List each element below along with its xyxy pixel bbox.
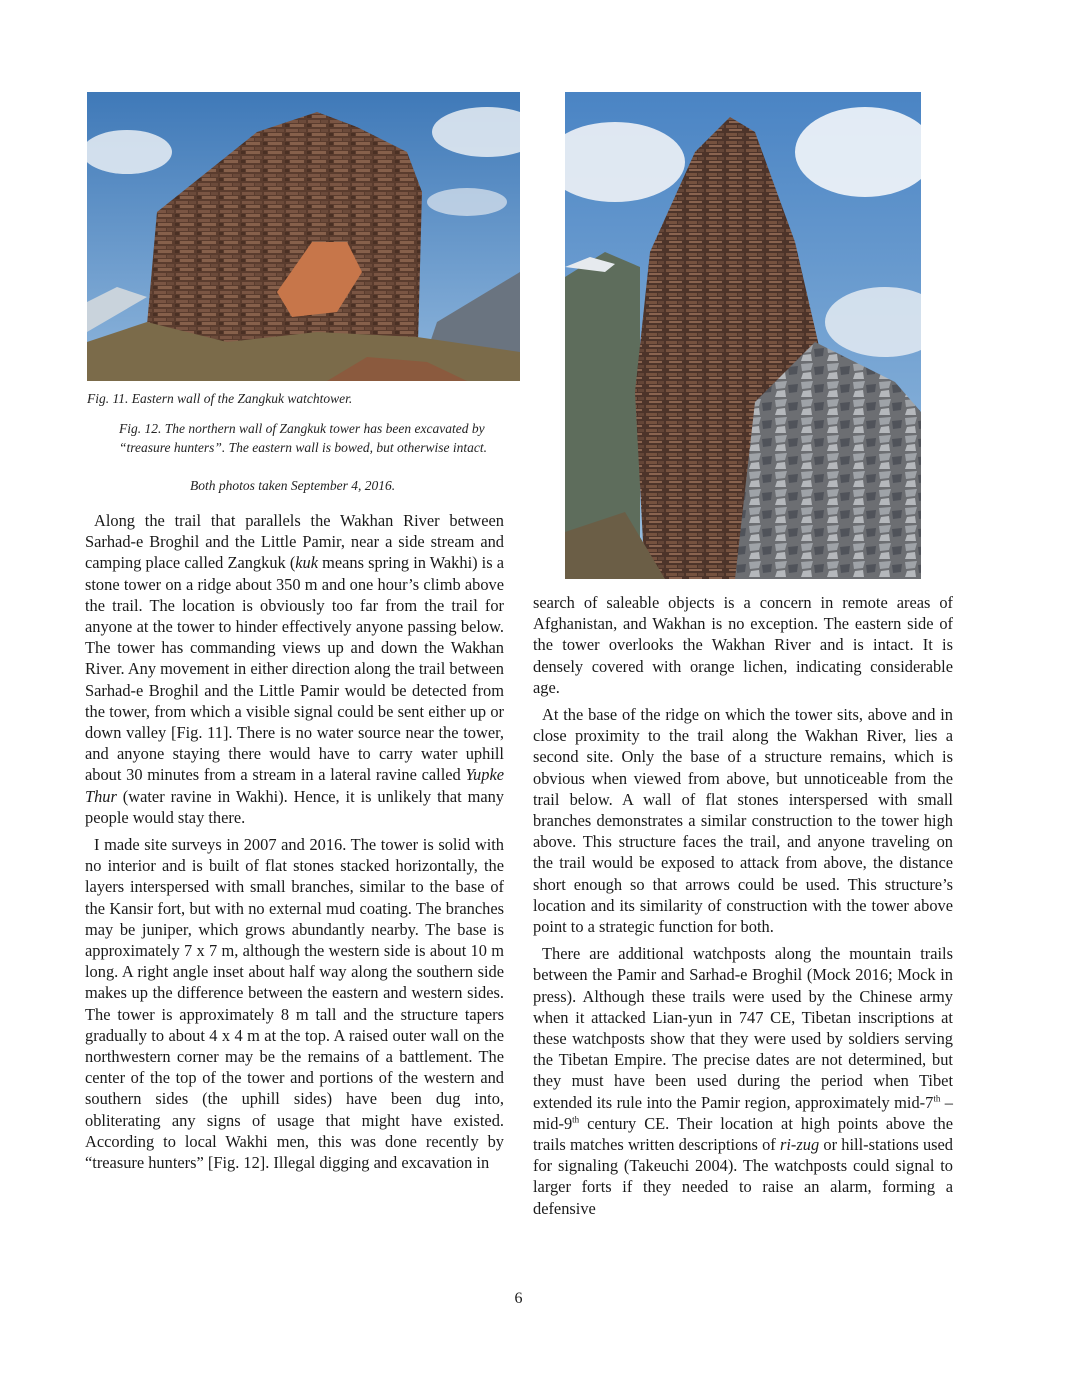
paragraph: At the base of the ridge on which the tower sits, above and in close proximity to the trail along the Wakhan River, lies a second site. Only the base of a structure remains, which is obvious when viewed from above, but unnoticeable from the trail below. A wall of flat stones interspersed with small branches demonstrates a similar construction to the tower high above. This structure faces the trail, and anyone traveling on the trail would be exposed to attack from above, the distance short enough so that arrows could be used. This structure’s location and its similarity of construction with the tower above point to a strategic function for both. <box>533 705 953 937</box>
paragraph: I made site surveys in 2007 and 2016. The tower is solid with no interior and is built of flat stones stacked horizontally, the layers interspersed with small branches, similar to the base of the Kansir fort, but with no external mud coating. The branches may be juniper, which grows abundantly nearby. The base is approximately 7 x 7 m, although the western side is about 10 m long. A right angle inset about half way along the southern side makes up the difference between the eastern and western sides. The tower is approximately 8 m tall and the structure tapers gradually to about 4 x 4 m at the top. A raised outer wall on the northwestern corner may be the remains of a battlement. The center of the top of the tower and portions of the western and southern sides (the uphill sides) have been dug into, obliterating any signs of usage that might have existed. According to local Wakhi men, this was done recently by “treasure hunters” [Fig. 12]. Illegal digging and excavation in <box>85 835 504 1173</box>
fig11-photo <box>87 92 520 381</box>
paragraph: There are additional watchposts along the mountain trails between the Pamir and Sarhad-e Broghil (Mock 2016; Mock in press). Although these trails were used by the Chinese army when it attacked Lian-yun in 747 CE, Tibetan inscriptions at these watchposts show that they were used by soldiers serving the Tibetan Empire. The precise dates are not determined, but they must have been used during the period when Tibet extended its rule into the Pamir region, approximately mid-7th – mid-9th century CE. Their location at high points above the trails matches written descriptions of ri-zug or hill-stations used for signaling (Takeuchi 2004). The watchposts could signal to larger forts if they needed to raise an alarm, forming a defensive <box>533 944 953 1218</box>
fig12-photo <box>565 92 921 579</box>
fig12-caption: Fig. 12. The northern wall of Zangkuk tower has been excavated by “treasure hunters”. The eastern wall is bowed, but otherwise intact. <box>119 421 488 455</box>
paragraph: Along the trail that parallels the Wakhan River between Sarhad-e Broghil and the Little Pamir, near a side stream and camping place called Zangkuk (kuk means spring in Wakhi) is a stone tower on a ridge about 350 m and one hour’s climb above the trail. The location is obviously too far from the trail for anyone at the tower to hinder effectively anyone passing below. The tower has commanding views up and down the Wakhan River. Any movement in either direction along the trail between Sarhad-e Broghil and the Little Pamir would be detected from the tower, from which a visible signal could be sent either up or down valley [Fig. 11]. There is no water source near the tower, and anyone staying there would have to carry water uphill about 30 minutes from a stream in a lateral ravine called Yupke Thur (water ravine in Wakhi). Hence, it is unlikely that many people would stay there. <box>85 511 504 827</box>
photo-date-note: Both photos taken September 4, 2016. <box>190 478 396 493</box>
fig11-caption: Fig. 11. Eastern wall of the Zangkuk watchtower. <box>87 391 353 406</box>
page-number: 6 <box>514 1290 523 1307</box>
right-column <box>533 592 953 1225</box>
paragraph: search of saleable objects is a concern in remote areas of Afghanistan, and Wakhan is no exception. The eastern side of the tower overlooks the Wakhan River and is intact. It is densely covered with orange lichen, indicating considerable age. <box>533 593 953 697</box>
left-column <box>85 510 504 1179</box>
